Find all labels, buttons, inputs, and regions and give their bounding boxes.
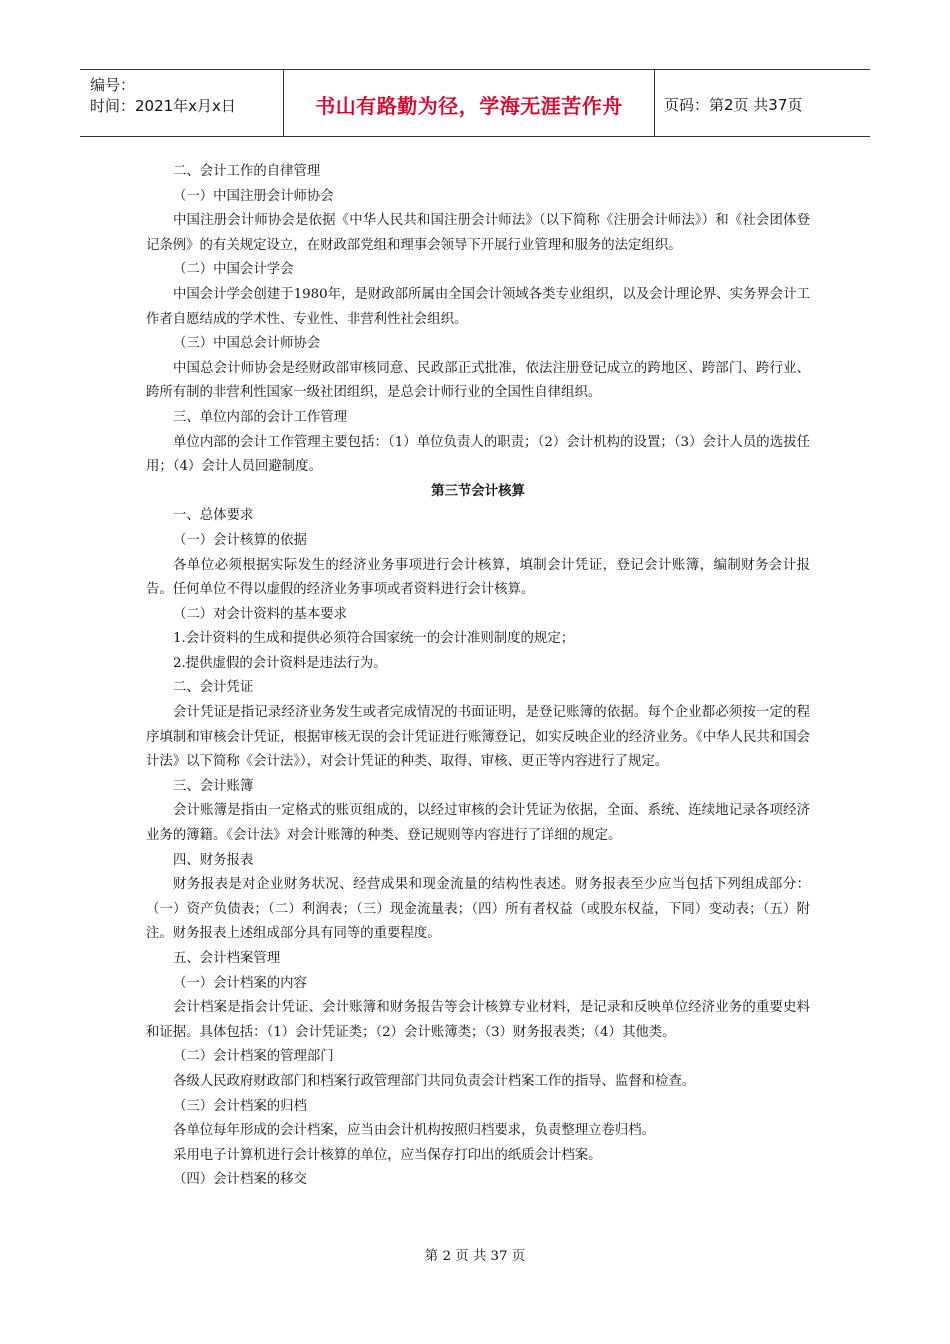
paragraph: 中国注册会计师协会是依据《中华人民共和国注册会计师法》（以下简称《注册会计师法》）和《社会团体登记条例》的有关规定设立，在财政部党组和理事会领导下开展行业管理和服务的法定组织。 — [146, 213, 810, 253]
paragraph: 三、单位内部的会计工作管理 — [173, 409, 348, 425]
paragraph: （一）会计档案的内容 — [173, 975, 307, 991]
paragraph: 中国总会计师协会是经财政部审核同意、民政部正式批准，依法注册登记成立的跨地区、跨部门、跨行业、跨所有制的非营利性国家一级社团组织，是总会计师行业的全国性自律组织。 — [146, 360, 810, 401]
paragraph: 二、会计凭证 — [173, 680, 254, 696]
paragraph: 各单位必须根据实际发生的经济业务事项进行会计核算，填制会计凭证，登记会计账簿，编制财务会计报告。任何单位不得以虚假的经济业务事项或者资料进行会计核算。 — [146, 557, 810, 598]
paragraph: 中国会计学会创建于1980年，是财政部所属由全国会计领域各类专业组织，以及会计理论界、实务界会计工作者自愿结成的学术性、专业性、非营利性社会组织。 — [146, 286, 810, 327]
paragraph: （四）会计档案的移交 — [173, 1172, 307, 1188]
paragraph: 一、总体要求 — [173, 508, 254, 524]
paragraph: 采用电子计算机进行会计核算的单位，应当保存打印出的纸质会计档案。 — [173, 1147, 602, 1163]
page-footer: 第 2 页 共 37 页 — [424, 1249, 526, 1264]
document-number-label: 编号： — [90, 76, 136, 94]
paragraph: 各级人民政府财政部门和档案行政管理部门共同负责会计档案工作的指导、监督和检查。 — [173, 1073, 696, 1089]
paragraph: （二）对会计资料的基本要求 — [173, 606, 348, 622]
header-page-cell — [654, 70, 870, 136]
paragraph: 单位内部的会计工作管理主要包括：（1）单位负责人的职责；（2）会计机构的设置；（3）会计人员的选拔任用；（4）会计人员回避制度。 — [146, 434, 810, 475]
header-motto: 书山有路勤为径，学海无涯苦作舟 — [315, 94, 623, 118]
paragraph: （三）会计档案的归档 — [173, 1098, 307, 1114]
page-header — [80, 69, 870, 137]
header-page-code: 页码：第2页 共37页 — [664, 96, 803, 114]
header-motto-cell — [283, 70, 655, 136]
paragraph: 五、会计档案管理 — [173, 951, 281, 966]
paragraph: （三）中国总会计师协会 — [173, 336, 321, 352]
document-time-label: 时间：2021年x月x日 — [90, 97, 236, 115]
paragraph: （一）中国注册会计师协会 — [173, 188, 334, 204]
paragraph: 三、会计账簿 — [173, 778, 254, 794]
paragraph: 会计账簿是指由一定格式的账页组成的，以经过审核的会计凭证为依据，全面、系统、连续地记录各项经济业务的簿籍。《会计法》对会计账簿的种类、登记规则等内容进行了详细的规定。 — [146, 803, 810, 844]
paragraph: 二、会计工作的自律管理 — [173, 164, 321, 179]
paragraph: 1.会计资料的生成和提供必须符合国家统一的会计准则制度的规定； — [173, 631, 575, 647]
section-heading: 第三节会计核算 — [431, 483, 525, 499]
paragraph: （二）中国会计学会 — [173, 262, 294, 278]
paragraph: 各单位每年形成的会计档案，应当由会计机构按照归档要求，负责整理立卷归档。 — [173, 1123, 656, 1139]
document-body — [146, 160, 810, 1193]
paragraph: （一）会计核算的依据 — [173, 532, 307, 548]
paragraph: 会计档案是指会计凭证、会计账簿和财务报告等会计核算专业材料，是记录和反映单位经济业务的重要史料和证据。具体包括：（1）会计凭证类；（2）会计账簿类；（3）财务报表类；（4）其他类。 — [146, 1000, 810, 1040]
paragraph: 会计凭证是指记录经济业务发生或者完成情况的书面证明，是登记账簿的依据。每个企业都必须按一定的程序填制和审核会计凭证，根据审核无误的会计凭证进行账簿登记，如实反映企业的经济业务。《中华人民共和国会计法》以下简称《会计法》），对会计凭证的种类、取得、审核、更正等内容进行了规定。 — [146, 705, 810, 770]
header-info-cell — [80, 70, 283, 136]
paragraph: 财务报表是对企业财务状况、经营成果和现金流量的结构性表述。财务报表至少应当包括下列组成部分：（一）资产负债表；（二）利润表；（三）现金流量表；（四）所有者权益（或股东权益，下同）变动表；（五）附注。财务报表上述组成部分具有同等的重要程度。 — [146, 877, 810, 942]
paragraph: 四、财务报表 — [173, 852, 254, 868]
paragraph: 2.提供虚假的会计资料是违法行为。 — [173, 655, 387, 671]
paragraph: （二）会计档案的管理部门 — [173, 1049, 334, 1065]
